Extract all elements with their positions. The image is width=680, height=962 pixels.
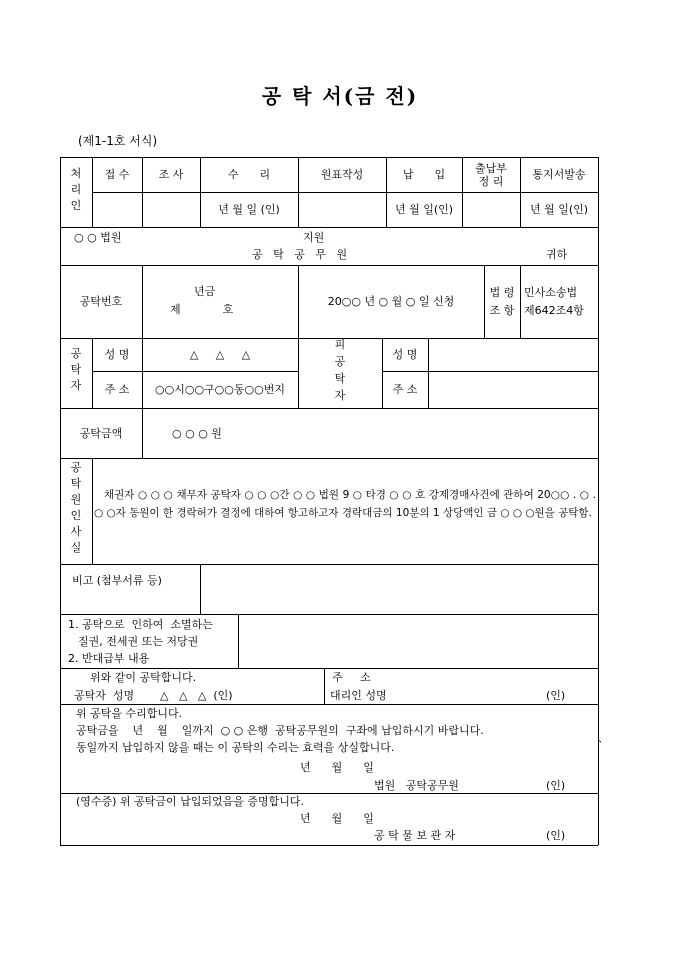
deposit-no-label: 공탁번호 <box>79 295 123 308</box>
deposit-date: 20○○ 년 ○ 월 ○ 일 신청 <box>327 295 455 308</box>
court-name: ○ ○ 법원 <box>74 231 122 244</box>
header-cashbook: 출납부 정 리 <box>475 161 507 188</box>
header-review: 조 사 <box>158 168 184 181</box>
depositee-side-label: 피 공 탁 자 <box>334 338 346 402</box>
depositor-name-label: 성 명 <box>104 348 130 361</box>
amount-value: ○ ○ ○ 원 <box>172 426 222 440</box>
accept-line3: 동일까지 납입하지 않을 때는 이 공탁의 수리는 효력을 상실합니다. <box>76 741 395 754</box>
court-officer: 공 탁 공 무 원 <box>252 248 348 261</box>
deposit-year-label: 년금 <box>194 285 216 298</box>
date-accept: 년 월 일 (인) <box>218 203 280 216</box>
extinguish-line2: 질권, 전세권 또는 저당권 <box>78 635 199 648</box>
date-payment: 년 월 일(인) <box>394 203 454 216</box>
amount-label: 공탁금액 <box>79 426 123 440</box>
process-side-label: 처 리 인 <box>70 167 82 212</box>
accept-date: 년 월 일 <box>300 761 374 774</box>
law-label: 법 령 조 항 <box>489 285 515 317</box>
declare-depositor-label: 공탁자 성명 <box>74 689 135 702</box>
declare-line1: 위와 같이 공탁합니다. <box>90 671 197 684</box>
cause-side-label: 공 탁 원 인 사 실 <box>70 461 82 554</box>
court-branch: 지원 <box>303 231 325 244</box>
agent-seal: (인) <box>546 689 566 702</box>
remarks-label: 비고 (첨부서류 등) <box>72 574 162 587</box>
court-suffix: 귀하 <box>546 248 568 261</box>
declare-depositor-value: △ △ △ (인) <box>160 689 233 702</box>
extinguish-line1: 1. 공탁으로 인하여 소멸하는 <box>68 618 213 631</box>
accept-seal: (인) <box>546 779 566 792</box>
stray-mark: 、 <box>598 734 608 745</box>
form-number: (제1-1호 서식) <box>78 134 158 148</box>
accept-line1: 위 공탁을 수리합니다. <box>76 707 183 720</box>
depositor-name: △ △ △ <box>189 348 251 361</box>
header-accept: 수 리 <box>227 168 271 181</box>
header-payment: 납 입 <box>402 168 446 181</box>
header-notice: 통지서발송 <box>532 168 586 181</box>
depositor-addr: ○○시○○구○○동○○번지 <box>155 383 285 396</box>
header-receipt: 접 수 <box>104 168 130 181</box>
receipt-date: 년 월 일 <box>300 812 374 825</box>
receipt-keeper: 공 탁 물 보 관 자 <box>374 829 456 842</box>
law-value: 민사소송법 제642조4항 <box>524 285 584 317</box>
depositor-addr-label: 주 소 <box>104 383 130 396</box>
receipt-line1: (영수증) 위 공탁금이 납입되었음을 증명합니다. <box>76 795 304 808</box>
depositor-side-label: 공 탁 자 <box>70 347 82 392</box>
cause-text: 채권자 ○ ○ ○ 채무자 공탁자 ○ ○ ○간 ○ ○ 법원 9 ○ 타경 ○ ○ 호 강제경매사건에 관하여 20○○ . ○ . ○ ○자 동원이 한 경락허가 결정에 대하여 항고하고자 경락대금의 10분의 1 상당액인 금 ○ ○ ○원을 공탁함. <box>94 489 596 519</box>
deposit-no-value: 제 호 <box>170 303 234 316</box>
accept-officer: 법원 공탁공무원 <box>374 779 459 792</box>
header-ledger: 원표작성 <box>320 168 364 181</box>
date-notice: 년 월 일(인) <box>529 203 589 216</box>
depositee-name-label: 성 명 <box>392 348 418 361</box>
receipt-seal: (인) <box>546 829 566 842</box>
depositee-addr-label: 주 소 <box>392 383 418 396</box>
extinguish-line3: 2. 반대급부 내용 <box>68 652 150 665</box>
page-title: 공 탁 서(금 전) <box>261 84 419 108</box>
agent-addr-label: 주 소 <box>332 671 371 684</box>
agent-name-label: 대리인 성명 <box>330 689 387 702</box>
accept-line2: 공탁금을 년 월 일까지 ○ ○ 은행 공탁공무원의 구좌에 납입하시기 바랍니다. <box>76 724 484 737</box>
